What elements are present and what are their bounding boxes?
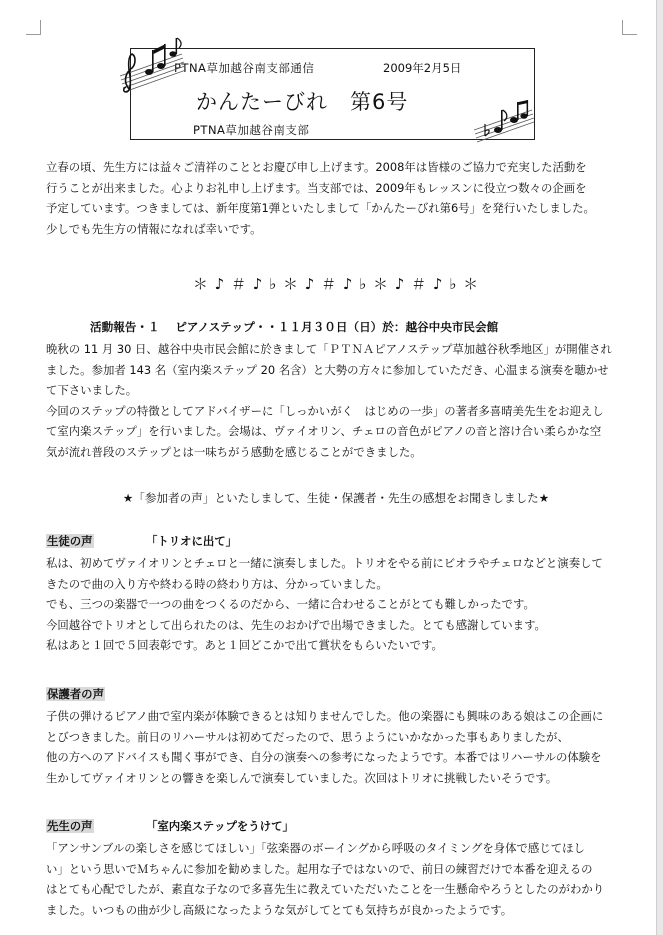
report-line: 晩秋の 11 月 30 日、越谷中央市民会館に於きまして「ＰＴＮＡピアノステップ草加越谷秋季地区」が開催され [46, 342, 612, 356]
symbol-divider: ＊ ♪ ＃ ♪ ♭ ＊ ♪ ＃ ♪ ♭ ＊ ♪ ＃ ♪ ♭ ＊ [192, 275, 480, 293]
header-subtitle: PTNA草加越谷南支部 [193, 123, 310, 137]
report-line: 気が流れ普段のステップとは一味ちがう感動を感じることができました。 [46, 444, 422, 459]
parent-line: とびつきました。前日のリハーサルは初めてだったので、思うようにいかなかった事もありましたが、 [46, 729, 569, 744]
student-voice-heading [46, 533, 238, 549]
report-line: て下さいました。 [46, 383, 138, 397]
parent-voice-body [46, 706, 626, 788]
section-label: 生徒の声 [47, 534, 93, 548]
teacher-line: ました。いつもの曲が少し高級になったような気がしてとても気持ちが良かったようです。 [46, 902, 513, 917]
music-notes-left-icon [116, 36, 186, 94]
section-label: 先生の声 [47, 819, 93, 833]
header-date: 2009年2月5日 [383, 61, 462, 75]
student-voice-body [46, 553, 626, 656]
report-line: ました。参加者 143 名（室内楽ステップ 20 名含）と大勢の方々に参加していただき、心温まる演奏を聴かせ [46, 362, 609, 377]
report-line: て室内楽ステップ」を行いました。会場は、ヴァイオリン、チェロの音色がピアノの音と溶け合い柔らかな空 [46, 424, 602, 438]
section-title: 「トリオに出て」 [146, 534, 238, 548]
section-label: 保護者の声 [47, 687, 104, 701]
parent-line: 生かしてヴァイオリンとの響きを楽しんで演奏していました。次回はトリオに挑戦したいそうです。 [46, 770, 558, 785]
issue-number: 第6号 [350, 90, 409, 114]
intro-line: 立春の頃、先生方には益々ご清祥のこととお慶び申し上げます。2008年は皆様のご協力で充実した活動を [46, 160, 587, 174]
crop-mark-top-left [26, 20, 41, 35]
teacher-voice-body [46, 838, 626, 920]
intro-paragraph [46, 157, 626, 239]
teacher-line: 「アンサンブルの楽しさを感じてほしい」「弦楽器のボーイングから呼吸のタイミングを身体で感じてほし [46, 841, 585, 855]
parent-voice-heading [46, 686, 105, 702]
teacher-line: い」という思いでＭちゃんに参加を勧めました。起用な子ではないので、前日の練習だけで本番を迎えるの [46, 861, 593, 876]
section-title: 「室内楽ステップをうけて」 [146, 819, 294, 833]
crop-mark-top-right [622, 20, 637, 35]
parent-line: 子供の弾けるピアノ曲で室内楽が体験できるとは知りませんでした。他の楽器にも興味のある娘はこの企画に [46, 709, 604, 723]
report-body [46, 339, 626, 462]
student-line: 私はあと１回で５回表彰です。あと１回どこかで出て賞状をもらいたいです。 [46, 638, 443, 652]
music-notes-right-icon [474, 98, 534, 144]
window-edge [656, 0, 663, 935]
header-org: PTNA草加越谷南支部通信 [174, 61, 315, 75]
parent-line: 他の方へのアドバイスも聞く事ができ、自分の演奏への参考になったようです。本番ではリハーサルの体験を [46, 750, 602, 764]
student-line: 私は、初めてヴァイオリンとチェロと一緒に演奏しました。トリオをやる前にビオラやチェロなどと演奏して [46, 556, 603, 570]
report-heading: 活動報告・１ ピアノステップ・・１１月３０日（日）於：越谷中央市民会館 [90, 320, 499, 334]
voices-intro: ★「参加者の声」といたしまして、生徒・保護者・先生の感想をお聞きしました★ [122, 491, 550, 505]
intro-line: 少しでも先生方の情報になれば幸いです。 [46, 221, 262, 236]
intro-line: 予定しています。つきましては、新年度第1弾といたしまして「かんたーびれ第6号」を発行いたしました。 [46, 201, 595, 215]
student-line: 今回越谷でトリオとして出られたのは、先生のおかげで出場できました。とても感謝しています。 [46, 617, 546, 632]
title-text: かんたーびれ [196, 90, 328, 114]
report-line: 今回のステップの特徴としてアドバイザーに「しっかいがく はじめの一歩」の著者多喜晴美先生をお迎えし [46, 403, 604, 418]
newsletter-title [196, 86, 408, 116]
teacher-line: はとても心配でしたが、素直な子なので多喜先生に教えていただいたことを一生懸命やろうとしたのがわかり [46, 882, 605, 896]
intro-line: 行うことが出来ました。心よりお礼申し上げます。当支部では、2009年もレッスンに役立つ数々の企画を [46, 180, 587, 195]
student-line: でも、三つの楽器で一つの曲をつくるのだから、一緒に合わせることがとても難しかったです。 [46, 597, 535, 611]
student-line: きたので曲の入り方や終わる時の終わり方は、分かっていました。 [46, 576, 388, 591]
teacher-voice-heading [46, 818, 294, 834]
